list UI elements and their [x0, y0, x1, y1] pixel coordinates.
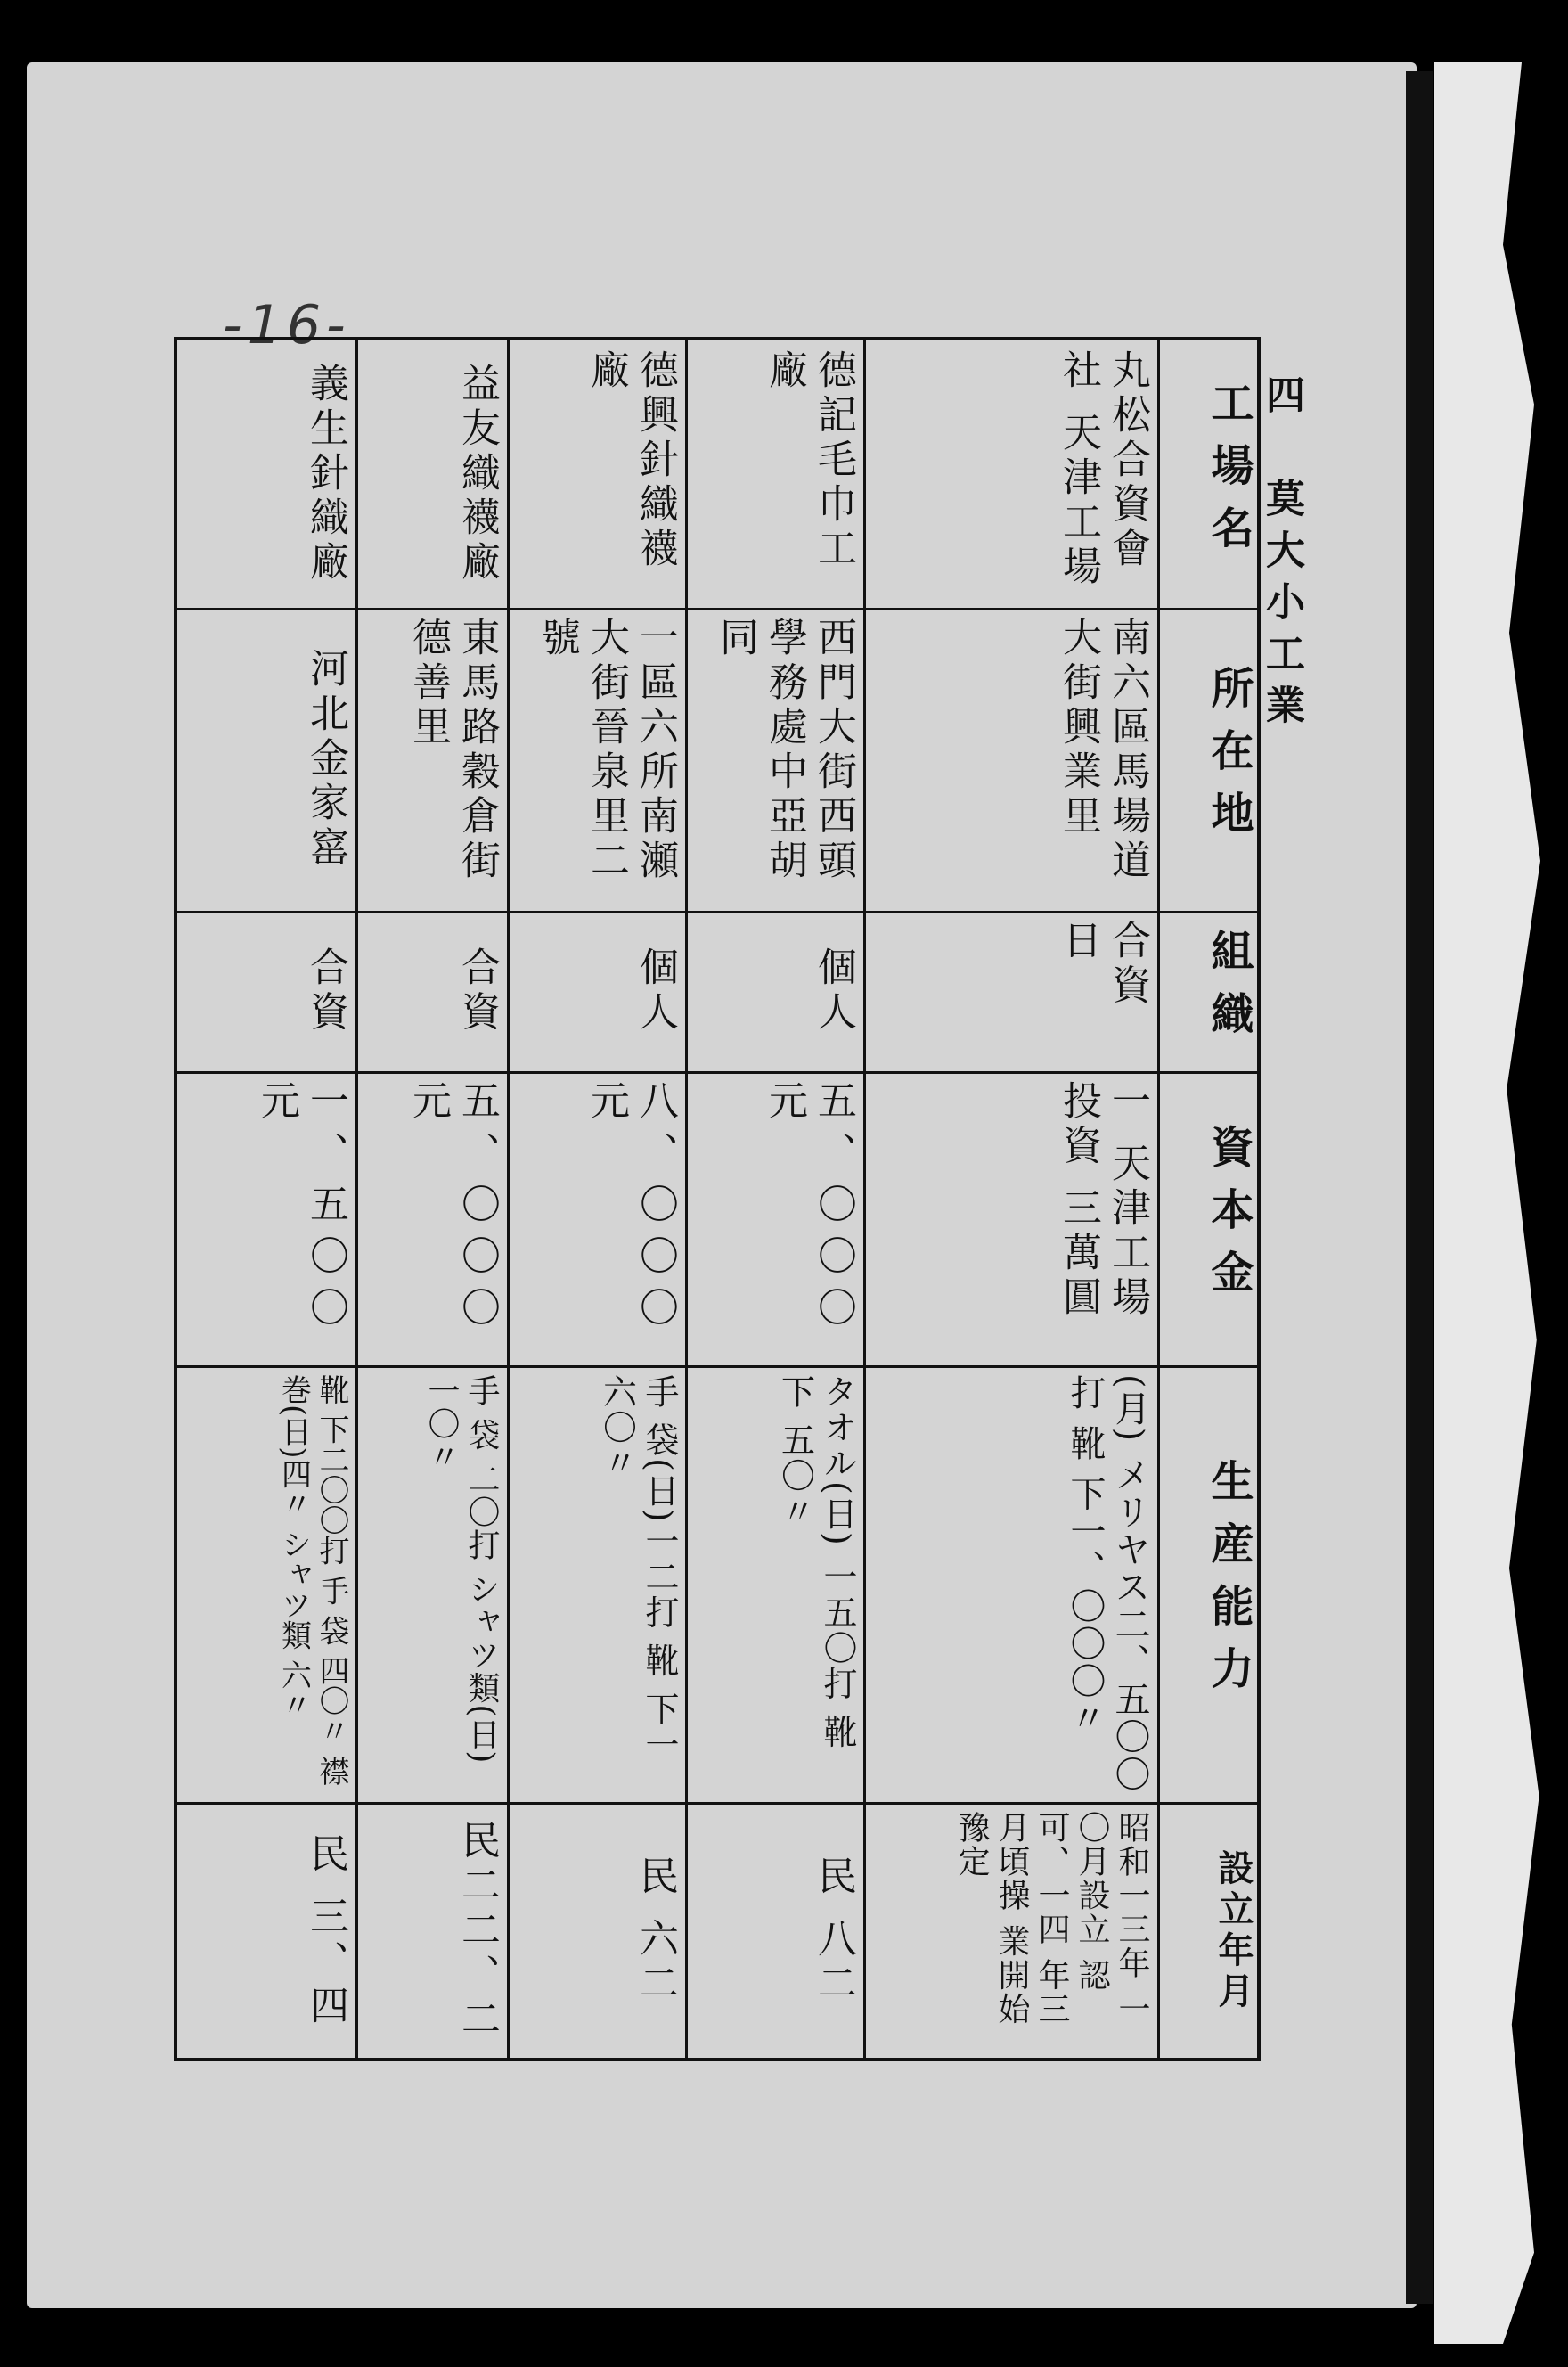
row-3-name: 益友織襪廠	[454, 363, 500, 586]
page-edge	[1434, 62, 1559, 2344]
row-4-capital: 一、五〇〇元	[254, 1080, 348, 1339]
header-location: 所在地	[1204, 666, 1254, 853]
row-1-established: 民 八二	[811, 1855, 856, 2007]
row-2-organization: 個人	[633, 946, 678, 1036]
row-4-established: 民 三、四	[303, 1833, 348, 2029]
row-2-capital: 八、〇〇〇元	[584, 1080, 678, 1339]
row-0-location: 南六區馬場道 大街興業里	[1056, 617, 1150, 884]
page-number: -16-	[223, 294, 351, 356]
row-1-production: タオル(日) 一五〇打 靴 下 五〇〃	[775, 1374, 857, 1750]
header-capital: 資本金	[1204, 1125, 1254, 1312]
row-0-capital: 一 天津工場投資 三萬圓	[1056, 1080, 1150, 1321]
row-4-name: 義生針織廠	[303, 363, 348, 586]
header-production: 生産能力	[1204, 1459, 1254, 1708]
row-1-name: 德記毛巾工廠	[762, 349, 856, 572]
row-3-location: 東馬路穀倉街 德善里	[405, 617, 500, 884]
row-1-capital: 五、〇〇〇元	[762, 1080, 856, 1339]
row-4-production: 靴 下二〇〇打 手 袋 四〇〃 襟 巻(日)四〃 シャツ類 六〃	[275, 1374, 349, 1787]
header-organization: 組織	[1204, 929, 1254, 1053]
row-0-organization: 合資 日	[1056, 920, 1150, 1009]
row-2-production: 手 袋(日)一二打 靴 下一六〇〃	[597, 1374, 679, 1763]
row-4-location: 河北金家窰	[303, 648, 348, 871]
row-0-production: (月) メリヤス二、五〇〇打 靴 下一、〇〇〇〃	[1065, 1374, 1150, 1793]
book-spine	[1406, 71, 1433, 2304]
row-4-organization: 合資	[303, 946, 348, 1036]
row-0-established: 昭和一三年 一〇月設立 認可、一四 年三月頃操 業開始豫定	[953, 1811, 1150, 2027]
row-0-name: 丸松合資會社 天津工場	[1056, 349, 1150, 590]
row-1-location: 西門大街西頭 學務處中亞胡 同	[713, 617, 856, 884]
row-3-capital: 五、〇〇〇元	[405, 1080, 500, 1339]
row-3-production: 手 袋 二〇打 シャツ類(日)一〇〃	[423, 1374, 500, 1765]
factory-table	[174, 337, 1261, 2061]
header-established: 設立年月	[1213, 1849, 1254, 2013]
row-2-location: 一區六所南瀬 大街晉泉里二 號	[535, 617, 678, 884]
row-3-organization: 合資	[454, 946, 500, 1036]
header-name: 工場名	[1204, 381, 1254, 568]
row-1-organization: 個人	[811, 946, 856, 1036]
row-2-name: 德興針織襪廠	[584, 349, 678, 572]
section-title: 四 莫大小工業	[1259, 374, 1304, 736]
row-3-established: 民二二、二	[454, 1820, 500, 2043]
row-2-established: 民 六二	[633, 1855, 678, 2007]
